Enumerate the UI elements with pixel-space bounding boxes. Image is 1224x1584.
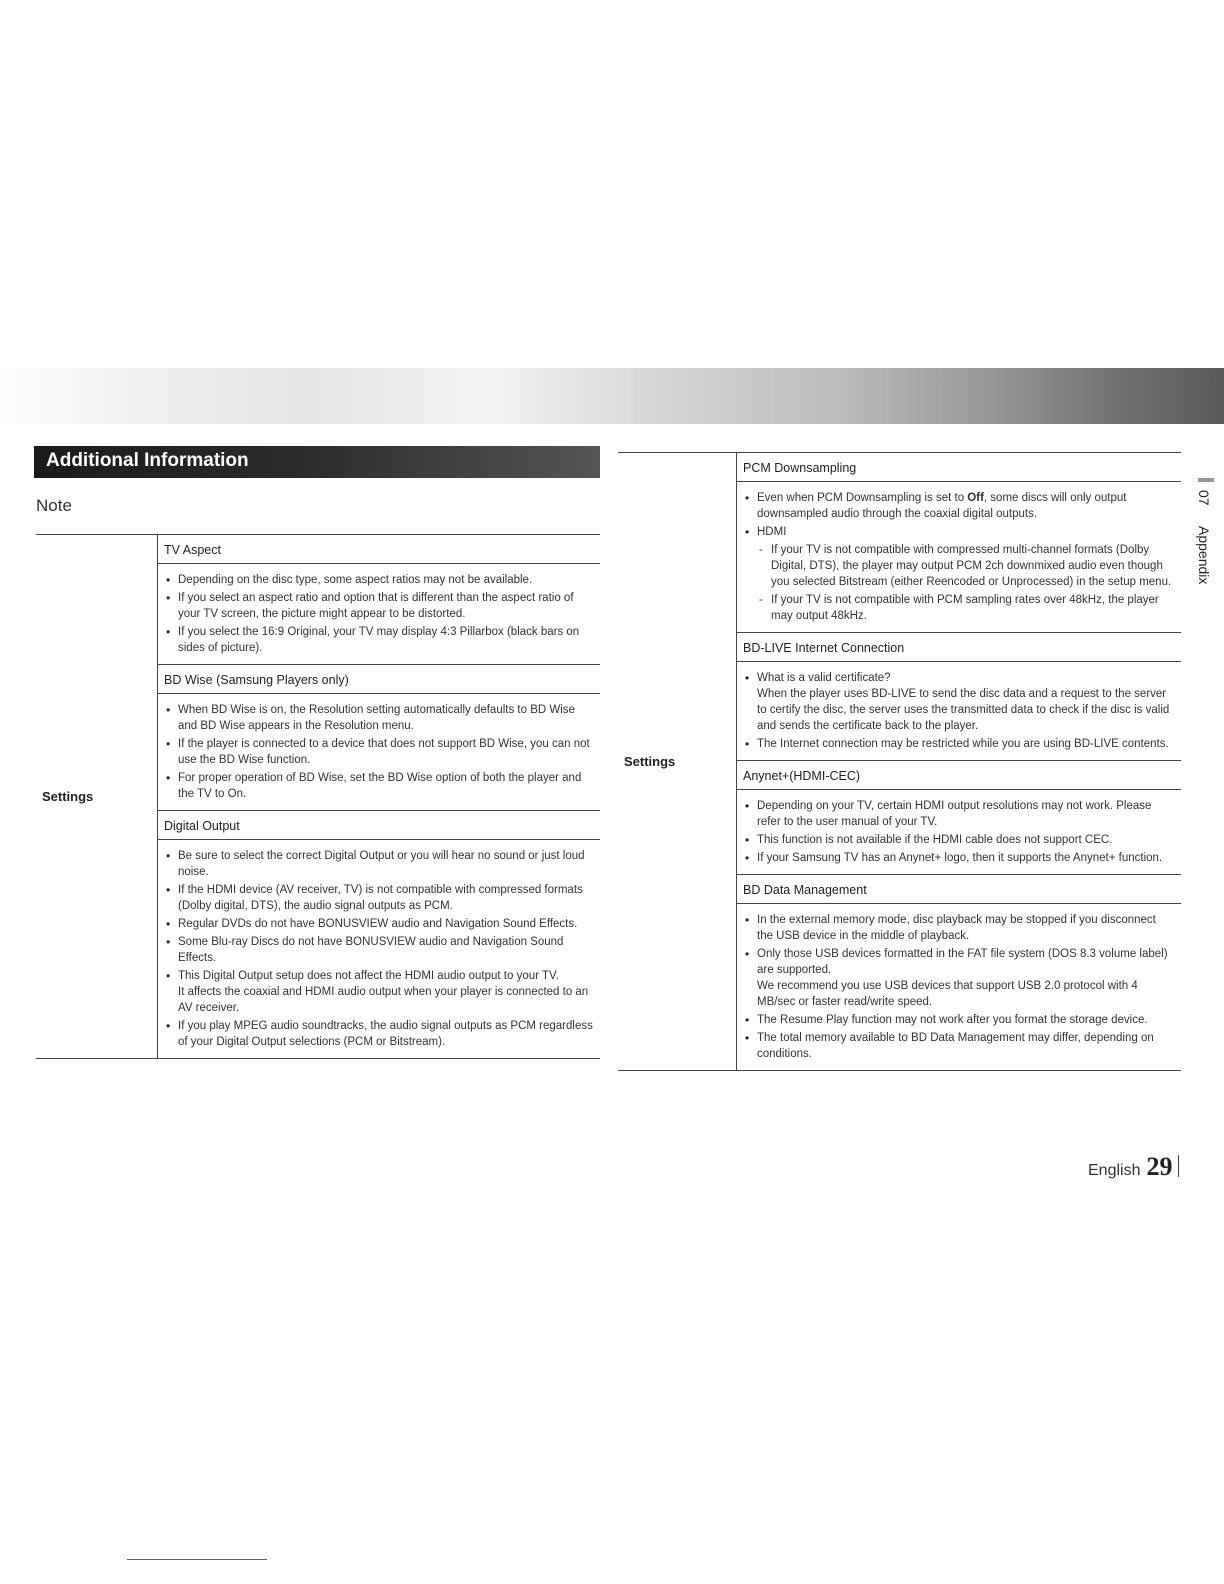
section-heading: Additional Information xyxy=(46,450,249,471)
section-title: BD Wise (Samsung Players only) xyxy=(158,665,600,694)
list-item: • The total memory available to BD Data Management may differ, depending on conditions. xyxy=(757,1030,1175,1062)
list-item: • The Resume Play function may not work after you format the storage device. xyxy=(757,1012,1175,1028)
section-title: Digital Output xyxy=(158,811,600,840)
sub-list xyxy=(757,542,1175,624)
list-item: • If you select an aspect ratio and option that is different than the aspect ratio of your TV screen, the picture might appear to be distorted. xyxy=(178,590,594,622)
section-body xyxy=(737,482,1181,633)
right-sections xyxy=(737,453,1182,1071)
footer-rule xyxy=(127,1559,267,1560)
band-gap xyxy=(0,424,1224,444)
list-item: • The Internet connection may be restricted while you are using BD-LIVE contents. xyxy=(757,736,1175,752)
list-item-continuation: It affects the coaxial and HDMI audio output when your player is connected to an AV receiver. xyxy=(178,986,589,1014)
list-item: • This function is not available if the HDMI cable does not support CEC. xyxy=(757,832,1175,848)
list-item-text: What is a valid certificate? xyxy=(757,672,891,684)
page-language: English xyxy=(1088,1162,1141,1179)
chapter-number: 07 xyxy=(1196,490,1212,506)
list-item xyxy=(757,670,1175,734)
list-item: • For proper operation of BD Wise, set the BD Wise option of both the player and the TV to On. xyxy=(178,770,594,802)
list-item-text: Only those USB devices formatted in the FAT file system (DOS 8.3 volume label) are supported. xyxy=(757,948,1168,976)
page-number-footer xyxy=(1088,1152,1179,1182)
section-body xyxy=(158,694,600,811)
section-title: BD Data Management xyxy=(737,875,1181,904)
page-number: 29 xyxy=(1146,1152,1173,1181)
section-heading-bar xyxy=(34,446,600,478)
right-label-text: Settings xyxy=(624,754,676,769)
section-body xyxy=(737,662,1181,761)
left-settings-table xyxy=(36,534,600,1059)
header-gradient-band xyxy=(0,368,1224,426)
left-settings-label xyxy=(36,535,158,1059)
section-title: Anynet+(HDMI-CEC) xyxy=(737,761,1181,790)
page-divider xyxy=(1178,1155,1179,1177)
list-item xyxy=(757,524,1175,624)
right-settings-table xyxy=(618,452,1181,1071)
list-item-text: This Digital Output setup does not affect the HDMI audio output to your TV. xyxy=(178,970,559,982)
list-item: • Be sure to select the correct Digital Output or you will hear no sound or just loud noise. xyxy=(178,848,594,880)
section-body xyxy=(158,564,600,665)
list-item: • If your Samsung TV has an Anynet+ logo, then it supports the Anynet+ function. xyxy=(757,850,1175,866)
list-item: • If you select the 16:9 Original, your TV may display 4:3 Pillarbox (black bars on sides of picture). xyxy=(178,624,594,656)
list-item-continuation: When the player uses BD-LIVE to send the disc data and a request to the server to certify the disc, the server uses the transmitted data to check if the disc is valid and sends the certificate back to the player. xyxy=(757,688,1170,732)
right-settings-label xyxy=(618,453,737,1071)
section-body xyxy=(737,904,1181,1070)
list-item: • Regular DVDs do not have BONUSVIEW audio and Navigation Sound Effects. xyxy=(178,916,594,932)
section-body xyxy=(737,790,1181,875)
list-item: • Depending on the disc type, some aspect ratios may not be available. xyxy=(178,572,594,588)
list-item-text: , some discs will only output downsampled audio through the coaxial digital outputs. xyxy=(757,492,1127,520)
list-item: • In the external memory mode, disc playback may be stopped if you disconnect the USB device in the middle of playback. xyxy=(757,912,1175,944)
note-heading: Note xyxy=(36,496,72,515)
chapter-label: Appendix xyxy=(1196,526,1212,585)
list-item-text: HDMI xyxy=(757,526,787,538)
list-item: • If the player is connected to a device that does not support BD Wise, you can not use the BD Wise function. xyxy=(178,736,594,768)
list-item: • If you play MPEG audio soundtracks, the audio signal outputs as PCM regardless of your Digital Output selections (PCM or Bitstream). xyxy=(178,1018,594,1050)
list-item-continuation: We recommend you use USB devices that support USB 2.0 protocol with 4 MB/sec or faster read/write speed. xyxy=(757,980,1138,1008)
list-item xyxy=(178,968,594,1016)
section-title: TV Aspect xyxy=(158,535,600,564)
chapter-side-tab xyxy=(1190,478,1220,598)
left-label-text: Settings xyxy=(42,789,94,804)
list-item: • When BD Wise is on, the Resolution setting automatically defaults to BD Wise and BD Wise appears in the Resolution menu. xyxy=(178,702,594,734)
sub-item: - If your TV is not compatible with compressed multi-channel formats (Dolby Digital, DTS), the player may output PCM 2ch downmixed audio even though you selected Bitstream (either Reencoded or Unprocessed) in the setup menu. xyxy=(771,542,1175,590)
list-item xyxy=(757,946,1175,1010)
list-item: • Some Blu-ray Discs do not have BONUSVIEW audio and Navigation Sound Effects. xyxy=(178,934,594,966)
list-item: • If the HDMI device (AV receiver, TV) is not compatible with compressed formats (Dolby digital, DTS), the audio signal outputs as PCM. xyxy=(178,882,594,914)
sub-item: - If your TV is not compatible with PCM sampling rates over 48kHz, the player may output 48kHz. xyxy=(771,592,1175,624)
section-body xyxy=(158,840,600,1058)
section-title: BD-LIVE Internet Connection xyxy=(737,633,1181,662)
section-title: PCM Downsampling xyxy=(737,453,1181,482)
list-item xyxy=(757,490,1175,522)
left-sections xyxy=(158,535,601,1059)
chapter-marker xyxy=(1198,478,1214,482)
list-item-bold: Off xyxy=(967,492,984,504)
list-item: • Depending on your TV, certain HDMI output resolutions may not work. Please refer to the user manual of your TV. xyxy=(757,798,1175,830)
list-item-text: Even when PCM Downsampling is set to xyxy=(757,492,968,504)
